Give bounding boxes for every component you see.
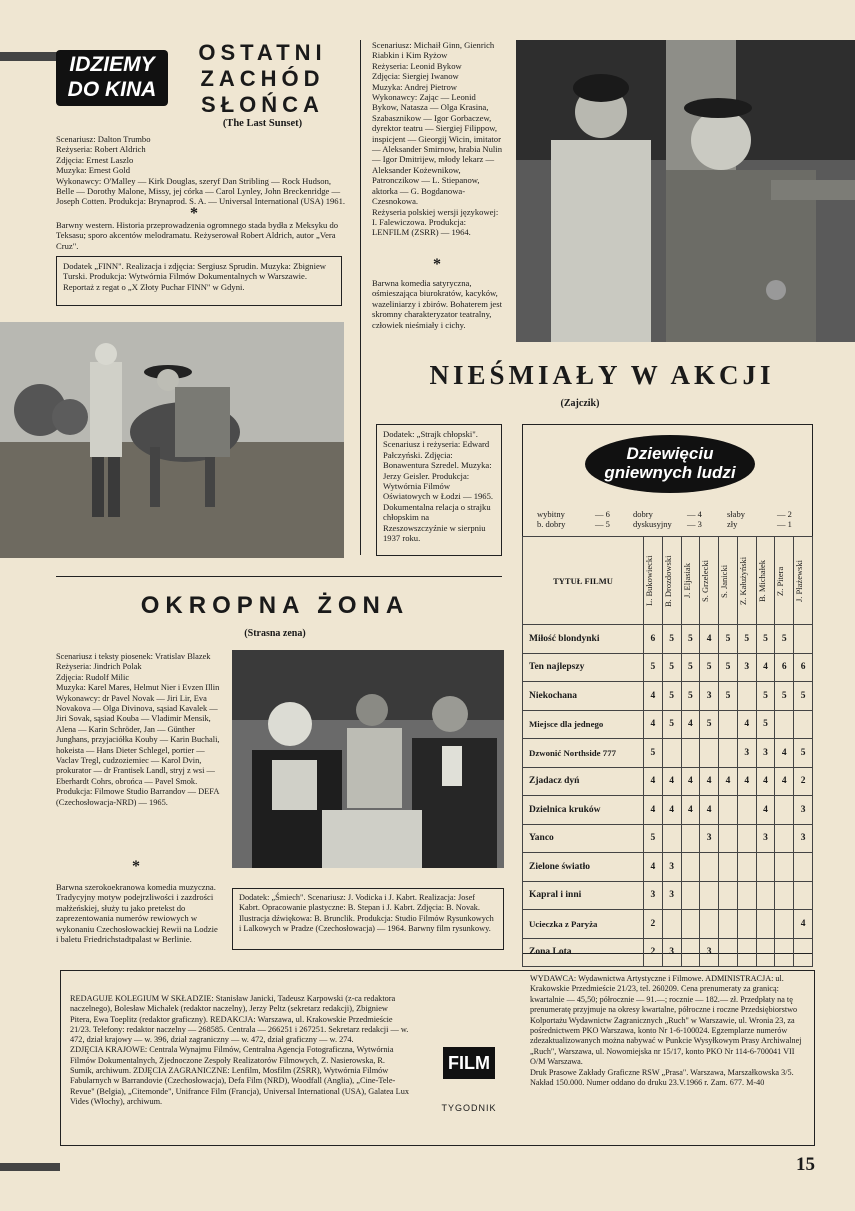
score-cell: 2 [644,938,663,967]
score-cell [700,853,719,882]
critic-header-3 [681,537,700,625]
ratings-table [522,536,813,967]
niesmialy-photo-illustration [516,40,855,342]
film2-credits: Scenariusz: Michaił Ginn, Gienrich Riabkin i Kim Ryżow Reżyseria: Leonid Bykow Zdjęcia: Siergiej Iwanow Muzyka: Andrej Pietrow Wykonawcy: Zając — Leonid Bykow, Natasza — Olga Krasina, Szabasznikow — Igor Gorbaczew, dyrektor teatru — Siergiej Filippow, inspicjent — Gieorgij Wicin, imitator — Aleksander Smirnow, hrabia Nulin — Igor Dmitrijew, młody lekarz — Aleksander Kożewnikow, Patronczikow — L. Stiepanow, aktorka — G. Bogdanowa-Czesnokowa. Reżyseria polskiej wersji językowej: I. Falewiczowa. Produkcja: LENFILM (ZSRR) — 1964. [372,40,502,238]
film3-credits: Scenariusz i teksty piosenek: Vratislav Blazek Reżyseria: Jindrich Polak Zdjęcia: Rudolf Milic Muzyka: Karel Mares, Helmut Nier i Evzen Illin Wykonawcy: dr Pavel Novak — Jiri Lir, Eva Novakova — Olga Divinova, sąsiad Kavalek — Jiri Sovak, sąsiad Kouba — Vladimir Mensik, Alena — Karin Schröder, Jan — Günther Junghans, przyjaciółka Kouby — Karin Buchali, hokeista — Hans Dieter Schlegel, portier — Vaclav Tregl, cudzoziemiec — Karol Dvin, prokurator — dr Frantisek Landl, stryj z wsi — Eberhardt Cohrs, obrońca — Pavel Smok. Produkcja: Filmowe Studio Barrandov — DEFA (Czechosłowacja-NRD) — 1965. [56,652,220,807]
ratings-body [523,625,813,967]
critic-name-6: Z. Kałużyński [737,556,748,605]
legend-label-5: dyskusyjny [633,519,672,529]
table-row [523,824,813,853]
logo-line1: IDZIEMY [69,53,155,76]
score-cell: 4 [681,767,700,796]
film3-star: * [132,858,140,875]
score-cell: 4 [681,796,700,825]
film3-title: OKROPNA ŻONA [140,592,410,619]
score-cell: 5 [719,682,738,711]
score-cell: 3 [662,853,681,882]
score-cell [737,853,756,882]
score-cell [737,938,756,967]
film3-divider [56,576,502,577]
score-cell: 4 [644,767,663,796]
film2-addon-box: Dodatek: „Strajk chłopski". Scenariusz i reżyseria: Edward Pałczyński. Zdjęcia: Bonawentura Szredel. Muzyka: Jerzy Geisler. Produkcja: Wytwórnia Filmów Oświatowych w Łodzi — 1965. Dokumentalna relacja o strajku chłopskim na Rzeszowszczyźnie w sierpniu 1937 roku. [376,424,502,556]
critic-name-3: J. Eljasiak [681,563,692,598]
legend-value-5: — 3 [687,519,702,529]
score-cell [719,739,738,768]
legend-label-4: b. dobry [537,519,566,529]
score-cell: 4 [662,767,681,796]
score-cell: 5 [794,682,813,711]
score-cell: 5 [719,653,738,682]
table-row [523,625,813,654]
score-cell [681,853,700,882]
score-cell [700,910,719,939]
score-cell: 3 [662,938,681,967]
score-cell: 5 [794,739,813,768]
legend-value-3: — 2 [777,509,792,519]
edge-bar-top [0,52,60,61]
film3-subtitle: (Strasna zena) [244,628,306,639]
score-cell: 3 [756,824,775,853]
score-cell: 4 [794,910,813,939]
film-title-cell: Ten najlepszy [523,653,644,682]
ratings-logo-line2: gniewnych ludzi [604,463,736,482]
score-cell: 5 [681,625,700,654]
score-cell: 2 [644,910,663,939]
score-cell: 5 [756,625,775,654]
score-cell: 4 [737,710,756,739]
legend-value-2: — 4 [687,509,702,519]
ratings-logo [585,435,755,493]
critic-name-2: B. Drozdowski [662,554,673,607]
film-title-cell: Niekochana [523,682,644,711]
score-cell: 4 [681,710,700,739]
film-title-cell: Dzwonić Northside 777 [523,739,644,768]
film2-star: * [433,256,441,273]
critic-header-9 [794,537,813,625]
score-cell: 4 [756,796,775,825]
ratings-logo-line1: Dziewięciu [626,444,714,463]
score-cell: 4 [719,767,738,796]
score-cell [775,710,794,739]
score-cell: 3 [700,682,719,711]
score-cell: 5 [644,739,663,768]
film-title-cell: Dzielnica kruków [523,796,644,825]
film1-title-line1: OSTATNI [198,40,327,65]
film1-credits: Scenariusz: Dalton Trumbo Reżyseria: Robert Aldrich Zdjęcia: Ernest Laszlo Muzyka: Ernest Gold Wykonawcy: O'Malley — Kirk Douglas, szeryf Dan Stribling — Rock Hudson, Belle — Dorothy Malone, Missy, jej córka — Carol Lynley, John Breckenridge — Joseph Cotten. Produkcja: Brynaprod. S. A. — Universal International (USA) 1961. [56,134,346,207]
film2-title: NIEŚMIAŁY W AKCJI [429,360,775,390]
tygodnik-label: TYGODNIK [441,1103,497,1113]
ratings-title-header: TYTUŁ FILMU [523,537,644,625]
edge-bar-bottom [0,1163,60,1171]
score-cell [775,938,794,967]
critic-name-8: Z. Pitera [775,565,786,596]
score-cell: 6 [644,625,663,654]
score-cell: 5 [700,653,719,682]
score-cell [794,938,813,967]
idziemy-do-kina-logo [56,50,168,106]
score-cell: 4 [644,796,663,825]
score-cell [662,739,681,768]
score-cell: 3 [737,739,756,768]
footer-left-text: REDAGUJE KOLEGIUM W SKŁADZIE: Stanisław Janicki, Tadeusz Karpowski (z-ca redaktora naczelnego), Bolesław Michałek (redaktor naczelny), Jerzy Peltz (sekretarz redakcji), Zbigniew Pitera, Ewa Toeplitz (redaktor graficzny). REDAKCJA: Warszawa, ul. Krakowskie Przedmieście 21/23. Telefony: redaktor naczelny — 268585. Centrala — 266251 i 267251. Sekretarz redakcji — w. 472, dział krajowy — w. 396, dział zagraniczny — w. 472, dział graficzny — w. 274. ZDJĘCIA KRAJOWE: Centrala Wynajmu Filmów, Centralna Agencja Fotograficzna, Wytwórnia Filmów Dokumentalnych, Zjednoczone Zespoły Realizatorów Filmowych, Z. Nasierowska, R. Sumik, archiwum. ZDJĘCIA ZAGRANICZNE: Lenfilm, Mosfilm (ZSRR), Wytwórnia Filmów Fabularnych w Barrandovie (Czechosłowacja), Defa Film (NRD), Woodfall (Anglia), „Cine-Tele-Revue" (Belgia), „Citemonde", Unifrance Film (Francja), Universal International (USA), Galatea Lux Vides (Włochy), archiwum. [70,994,409,1106]
critic-header-6 [737,537,756,625]
score-cell: 4 [700,796,719,825]
critic-header-7 [756,537,775,625]
table-row [523,881,813,910]
score-cell [756,853,775,882]
score-cell [756,881,775,910]
score-cell: 4 [775,739,794,768]
film-logo: FILM [443,1047,495,1079]
film-title-cell: Zjadacz dyń [523,767,644,796]
score-cell [662,910,681,939]
score-cell [719,824,738,853]
legend-value-6: — 1 [777,519,792,529]
niesmialy-photo [516,40,855,342]
score-cell: 4 [700,625,719,654]
logo-line2: DO KINA [67,78,157,101]
score-cell [719,853,738,882]
footer-right-text: WYDAWCA: Wydawnictwa Artystyczne i Filmowe. ADMINISTRACJA: ul. Krakowskie Przedmieście 21/23, tel. 260209. Cena prenumeraty za granicą: kwartalnie — 45,50; półrocznie — 91.—; rocznie — 182.— zł. Przedpłaty na tę prenumeratę przyjmuje na okresy kwartalne, półroczne i roczne Przedsiębiorstwo Kolportażu Wydawnictw Zagranicznych „Ruch" w Warszawie, ul. Wronia 23, za pośrednictwem PKO Warszawa, konto Nr 1-6-100024. Egzemplarze numerów zdezaktualizowanych można nabywać w Punkcie Wysyłkowym Prasy Archiwalnej „Ruch", Warszawa, ul. Nowomiejska nr 15/17, konto PKO Nr 114-6-700041 VII O/M Warszawa. Druk Prasowe Zakłady Graficzne RSW „Prasa". Warszawa, Marszałkowska 3/5. Nakład 150.000. Numer oddano do druku 23.V.1966 r. Zam. 677. M-40 [530,974,802,1088]
score-cell [775,796,794,825]
okropna-zona-photo-illustration [232,650,504,868]
score-cell: 5 [662,625,681,654]
score-cell [681,938,700,967]
western-photo-illustration [0,322,344,558]
score-cell: 4 [756,653,775,682]
western-photo [0,322,344,558]
score-cell: 4 [700,767,719,796]
legend-label-1: wybitny [537,509,565,519]
score-cell: 5 [662,710,681,739]
score-cell: 3 [756,739,775,768]
score-cell: 5 [756,710,775,739]
table-row [523,796,813,825]
legend-value-4: — 5 [595,519,610,529]
score-cell: 4 [644,682,663,711]
film1-title-line3: SŁOŃCA [201,92,324,117]
score-cell [794,853,813,882]
score-cell: 4 [737,767,756,796]
score-cell [662,824,681,853]
critic-header-1 [644,537,663,625]
score-cell: 6 [794,653,813,682]
score-cell [681,824,700,853]
score-cell: 4 [644,853,663,882]
page-number: 15 [796,1154,815,1175]
score-cell [756,910,775,939]
film2-subtitle: (Zajczik) [560,398,600,409]
table-row [523,710,813,739]
score-cell: 5 [662,682,681,711]
score-cell [737,824,756,853]
film1-title [180,40,345,118]
film1-description: Barwny western. Historia przeprowadzenia ogromnego stada bydła z Meksyku do Teksasu; sporo akcentów melodramatu. Reżyserował Robert Aldrich, autor „Vera Cruz". [56,220,339,251]
score-cell [737,910,756,939]
film2-description: Barwna komedia satyryczna, ośmieszająca biurokratów, kacyków, wazeliniarzy i zbirów. Bohaterem jest skromny charakteryzator teatralny, człowiek nieśmiały i cichy. [372,278,502,330]
score-cell [775,881,794,910]
film-title-cell: Yanco [523,824,644,853]
score-cell: 5 [700,710,719,739]
critic-name-9: J. Płażewski [794,559,805,602]
critic-header-8 [775,537,794,625]
score-cell: 3 [737,653,756,682]
legend-label-2: dobry [633,509,653,519]
score-cell: 3 [644,881,663,910]
score-cell: 3 [700,938,719,967]
score-cell: 3 [794,824,813,853]
film1-addon-box: Dodatek „FINN". Realizacja i zdjęcia: Sergiusz Sprudin. Muzyka: Zbigniew Turski. Produkcja: Wytwórnia Filmów Dokumentalnych w Warszawie. Reportaż z regat o „X Złoty Puchar FINN" w Gdyni. [56,256,342,306]
score-cell [794,710,813,739]
score-cell: 5 [681,682,700,711]
score-cell [681,739,700,768]
critic-name-4: S. Grzelecki [700,559,711,602]
score-cell: 5 [644,824,663,853]
film-title-cell: Zielone światło [523,853,644,882]
table-row [523,767,813,796]
score-cell: 5 [756,682,775,711]
critic-name-7: B. Michałek [756,559,767,602]
score-cell [794,881,813,910]
legend-label-3: słaby [727,509,745,519]
score-cell: 5 [775,625,794,654]
film-title-cell: Miejsce dla jednego [523,710,644,739]
film1-star: * [190,205,198,222]
film1-title-line2: ZACHÓD [200,66,325,91]
critic-name-1: L. Bukowiecki [644,555,654,606]
score-cell: 5 [775,682,794,711]
score-cell [719,710,738,739]
score-cell: 5 [662,653,681,682]
score-cell [775,824,794,853]
film1-subtitle: (The Last Sunset) [222,118,303,129]
score-cell [794,625,813,654]
ratings-header-row [523,537,813,625]
critic-name-5: S. Janicki [719,563,730,598]
score-cell: 4 [756,767,775,796]
score-cell [719,938,738,967]
critic-header-2 [662,537,681,625]
score-cell: 5 [681,653,700,682]
score-cell: 3 [662,881,681,910]
table-row [523,682,813,711]
table-row [523,853,813,882]
score-cell [719,796,738,825]
score-cell: 4 [662,796,681,825]
table-row [523,938,813,967]
score-cell: 4 [775,767,794,796]
legend-value-1: — 6 [595,509,610,519]
score-cell: 4 [644,710,663,739]
table-row [523,739,813,768]
score-cell [756,938,775,967]
table-row [523,910,813,939]
legend-label-6: zły [727,519,738,529]
score-cell: 3 [794,796,813,825]
score-cell [700,881,719,910]
critic-header-5 [719,537,738,625]
score-cell: 5 [719,625,738,654]
film-title-cell: Zona Lota [523,938,644,967]
score-cell [775,853,794,882]
col-rule-mid [360,40,361,555]
film-title-cell: Miłość blondynki [523,625,644,654]
score-cell: 6 [775,653,794,682]
score-cell [737,796,756,825]
critic-header-4 [700,537,719,625]
score-cell [700,739,719,768]
score-cell: 3 [700,824,719,853]
score-cell [775,910,794,939]
score-cell [737,881,756,910]
okropna-zona-photo [232,650,504,868]
score-cell [681,910,700,939]
film3-addon-box: Dodatek: „Śmiech". Scenariusz: J. Vodicka i J. Kabrt. Realizacja: Josef Kabrt. Opracowanie plastyczne: B. Stepan i J. Kabrt. Zdjęcia: B. Novak. Ilustracja dźwiękowa: B. Brunclik. Produkcja: Studio Filmów Rysunkowych i Lalkowych w Pradze (Czechosłowacja) — 1964. Barwny film rysunkowy. [232,888,504,950]
score-cell: 5 [737,625,756,654]
score-cell [737,682,756,711]
score-cell [719,910,738,939]
film3-description: Barwna szerokoekranowa komedia muzyczna. Tradycyjny motyw podejrzliwości i zazdrości małżeńskiej, służy tu jako pretekst do zaprezentowania numerów rewiowych w wykonaniu Czechosłowackiej Rewii na Lodzie i baletu Friedrichstadtpalast w Berlinie. [56,882,218,945]
score-cell [681,881,700,910]
table-row [523,653,813,682]
film-title-cell: Kapral i inni [523,881,644,910]
score-cell: 2 [794,767,813,796]
film-title-cell: Ucieczka z Paryża [523,910,644,939]
score-cell [719,881,738,910]
score-cell: 5 [644,653,663,682]
